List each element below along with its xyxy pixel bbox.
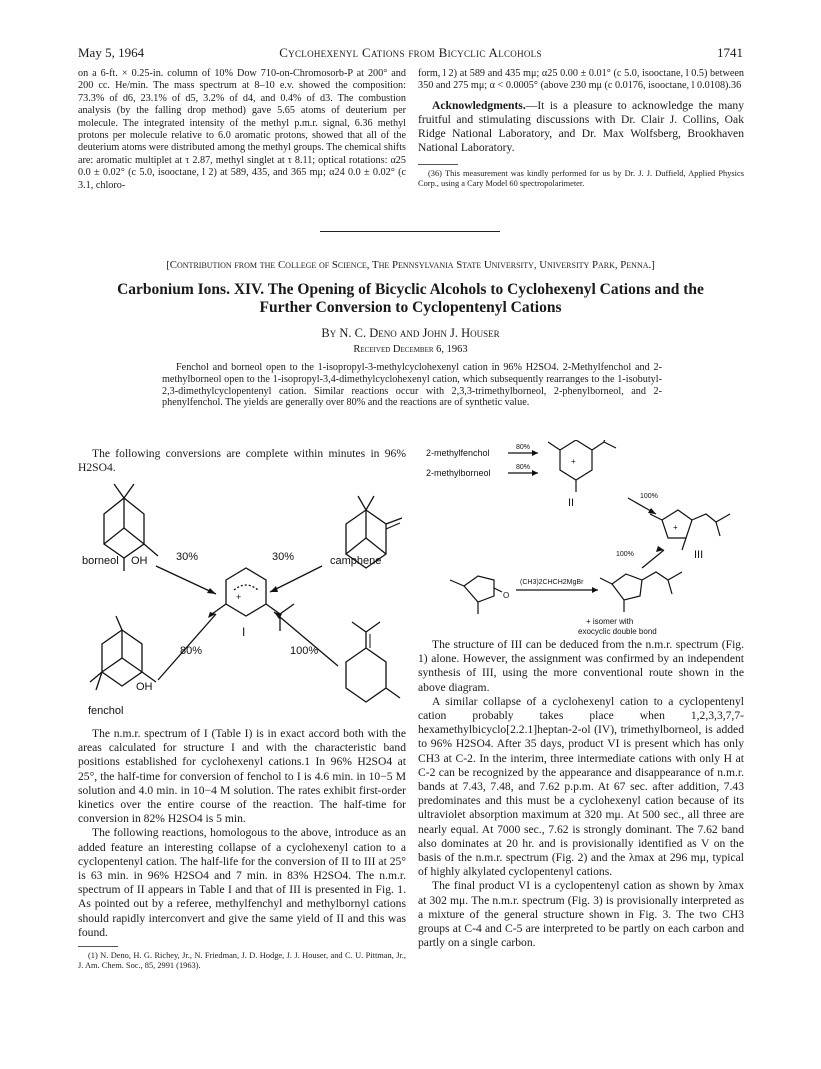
footnote-1: (1) N. Deno, H. G. Richey, Jr., N. Friedman, J. D. Hodge, J. J. Houser, and C. U. Pittman, Jr., J. Am. Chem. Soc., 85, 2991 (1963). (78, 951, 406, 971)
label-oh-fenchol: OH (136, 681, 153, 693)
acknowledgments (418, 99, 744, 156)
acknowledgments-label: Acknowledgments. (432, 98, 526, 112)
left-intro: The following conversions are complete within minutes in 96% H2SO4. (78, 447, 406, 475)
scheme-2 (420, 440, 750, 636)
footnote-divider (418, 164, 458, 165)
right-paragraph-3: The final product VI is a cyclopentenyl cation as shown by λmax at 302 mμ. The n.m.r. spectrum (Fig. 3) is provisionally interpreted as a mixture of the general structure shown in Fig. 3. The two CH3 groups at C-4 and C-5 are interpreted to be partly on each carbon and partly on a single carbon. (418, 879, 744, 950)
cation-III-structure (650, 510, 730, 550)
label-yield-30b: 30% (272, 551, 295, 563)
footnote-36: (36) This measurement was kindly performed for us by Dr. J. J. Duffield, Applied Physics Corp., using a Cary Model 60 spectropolarimeter. (418, 168, 744, 188)
label-yield-100a: 100% (640, 493, 658, 500)
label-II: II (568, 497, 575, 509)
label-III: III (694, 549, 704, 561)
contribution-line: [Contribution from the College of Science, The Pennsylvania State University, University Park, Penna.] (166, 259, 655, 271)
right-paragraph-2: A similar collapse of a cyclohexenyl cation to a cyclopentenyl cation probably takes place when 1,2,3,3,7,7-hexamethylbicyclo[2.2.1]heptan-2-ol (IV), trimethylborneol, is added to 96% H2SO4. After 35 days, product VI is present which has only CH3 at C-2. In the interim, three intermediate cations with only H at C-2 can be recognized by the appearance and disappearance of n.m.r. bands at 7.43, 7.48, and 7.62 p.p.m. At 67 sec. after addition, 7.43 predominates and this must be a cyclohexenyl cation because of its ultraviolet absorption maximum at 320 mμ. At 500 sec., all three are nearly equal. At 7000 sec., 7.62 is strongly dominant. The 7.62 band also dominates at 20 hr. and is provisionally identified as V on the basis of the n.m.r. spectrum (Fig. 2) and the λmax at 296 mμ, typical of highly alkylated cyclopentenyl cations. (418, 694, 744, 879)
label-2-methylborneol: 2-methylborneol (426, 468, 491, 478)
label-yield-80: 80% (180, 645, 203, 657)
top-right-paragraph: form, l 2) at 589 and 435 mμ; α25 0.00 ± 0.01° (c 5.0, isooctane, l 0.5) between 350 and 275 mμ; α < 0.0005° (above 230 mμ (c 0.0176, isooctane, l 0.0108).36 (418, 68, 744, 92)
label-isomer-2: exocyclic double bond (578, 627, 657, 636)
left-paragraph-2: The following reactions, homologous to the above, introduce as an added feature an interesting collapse of a cyclohexenyl cation to a cyclopentenyl cation. The half-life for the conversion of II to III at 25° is 63 min. in 96% H2SO4 and 7 min. in 83% H2SO4. The n.m.r. spectrum of II appears in Table I and that of III is presented in Fig. 1. As pointed out by a referee, methylfenchyl and methylbornyl cations should rapidly interconvert and give the same yield of II and this was found. (78, 826, 406, 939)
right-column-body (418, 638, 744, 950)
header-page-number: 1741 (717, 45, 743, 60)
authors: By N. C. Deno and John J. Houser (321, 326, 500, 340)
terpinolene-structure (346, 622, 400, 702)
running-header (54, 45, 767, 61)
label-borneol: borneol (82, 555, 119, 567)
cation-I-structure (212, 568, 294, 631)
abstract: Fenchol and borneol open to the 1-isopropyl-3-methylcyclohexenyl cation in 96% H2SO4. 2-Methylfenchol and 2-methylborneol open to the 1-isopropyl-3,4-dimethylcyclohexenyl cation, which subsequently rearranges to the 1-isobutyl-2,3-dimethylcyclopentenyl cation. Similar reactions occur with 2,3,3-trimethylborneol, 2-phenylborneol, and 2-phenylfenchol. The yields are generally over 80% and the reactions are of synthetic value. (162, 362, 662, 409)
acknowledgments-text: —It is a pleasure to acknowledge the many fruitful and stimulating discussions with Dr. Clair J. Collins, Oak Ridge National Laboratory, and Dr. Max Wolfsberg, Brookhaven National Laboratory. (418, 98, 744, 155)
label-cation-I: I (242, 625, 246, 639)
svg-text:+: + (673, 523, 678, 532)
label-camphene: camphene (330, 555, 382, 567)
cyclopentenone-structure (450, 576, 502, 614)
label-reagent: (CH3)2CHCH2MgBr (520, 579, 584, 586)
label-oh-borneol: OH (131, 555, 148, 567)
right-paragraph-1: The structure of III can be deduced from the n.m.r. spectrum (Fig. 1) alone. However, the assignment was confirmed by an independent synthesis of III, using the more conventional route shown in the above diagram. (418, 638, 744, 694)
svg-text:+: + (236, 592, 242, 602)
left-paragraph-1: The n.m.r. spectrum of I (Table I) is in exact accord both with the areas calculated for structure I and with the characteristic band positions established for cyclohexenyl cations.1 In 96% H2SO4 at 25°, the half-time for conversion of fenchol to I is 4.6 min. in 10−5 M solution and 4.0 min. in 10−4 M solution. The rates exhibit first-order kinetics over the entire course of the reaction. The half-time for conversion in 82% H2SO4 is 5 min. (78, 727, 406, 826)
label-yield-100: 100% (290, 645, 319, 657)
label-yield-80b: 80% (516, 464, 531, 471)
label-oxygen: O (503, 591, 510, 600)
article-title (60, 281, 761, 317)
label-yield-80a: 80% (516, 444, 531, 451)
label-yield-100b: 100% (616, 551, 634, 558)
label-fenchol: fenchol (88, 705, 124, 717)
cation-II-structure (548, 440, 616, 492)
svg-text:+: + (571, 457, 576, 466)
received-date: Received December 6, 1963 (353, 344, 468, 355)
title-line-1: Carbonium Ions. XIV. The Opening of Bicyclic Alcohols to Cyclohexenyl Cations and the (117, 281, 704, 298)
label-yield-30a: 30% (176, 551, 199, 563)
header-date: May 5, 1964 (78, 45, 145, 60)
fenchol-structure (90, 616, 156, 690)
title-line-2: Further Conversion to Cyclopentenyl Cations (259, 299, 562, 316)
article-divider (320, 231, 500, 232)
top-right-block (418, 68, 744, 189)
left-column-body (78, 727, 406, 971)
product-diene-structure (600, 572, 682, 612)
label-2-methylfenchol: 2-methylfenchol (426, 448, 490, 458)
footnote-divider-left (78, 946, 118, 947)
header-running-title: Cyclohexenyl Cations from Bicyclic Alcohols (279, 45, 542, 60)
label-isomer-1: + isomer with (586, 617, 634, 626)
top-left-paragraph: on a 6-ft. × 0.25-in. column of 10% Dow 710-on-Chromosorb-P at 200° and 200 cc. He/min. The mass spectrum at 8–10 e.v. showed the composition: 73.3% of d6, 23.1% of d5, 3.2% of d4, and 0.4% of d3. The combustion analysis (by the falling drop method) gave 5.65 atoms of deuterium per molecule. The integrated intensity of the methyl p.m.r. signal, 6.36 methyl protons per molecule relative to 6.0 aromatic protons, showed that all of the deuterium atoms were distributed among the methyl groups. The chemical shifts are: aromatic multiplet at τ 2.87, methyl singlet at τ 8.11; optical rotations: α25 0.0 ± 0.02° (c 5.0, isooctane, l 2) at 589, 435, and 365 mμ; α24 0.0 ± 0.02° (c 3.1, chloro- (78, 68, 406, 191)
scheme-1 (76, 476, 414, 722)
